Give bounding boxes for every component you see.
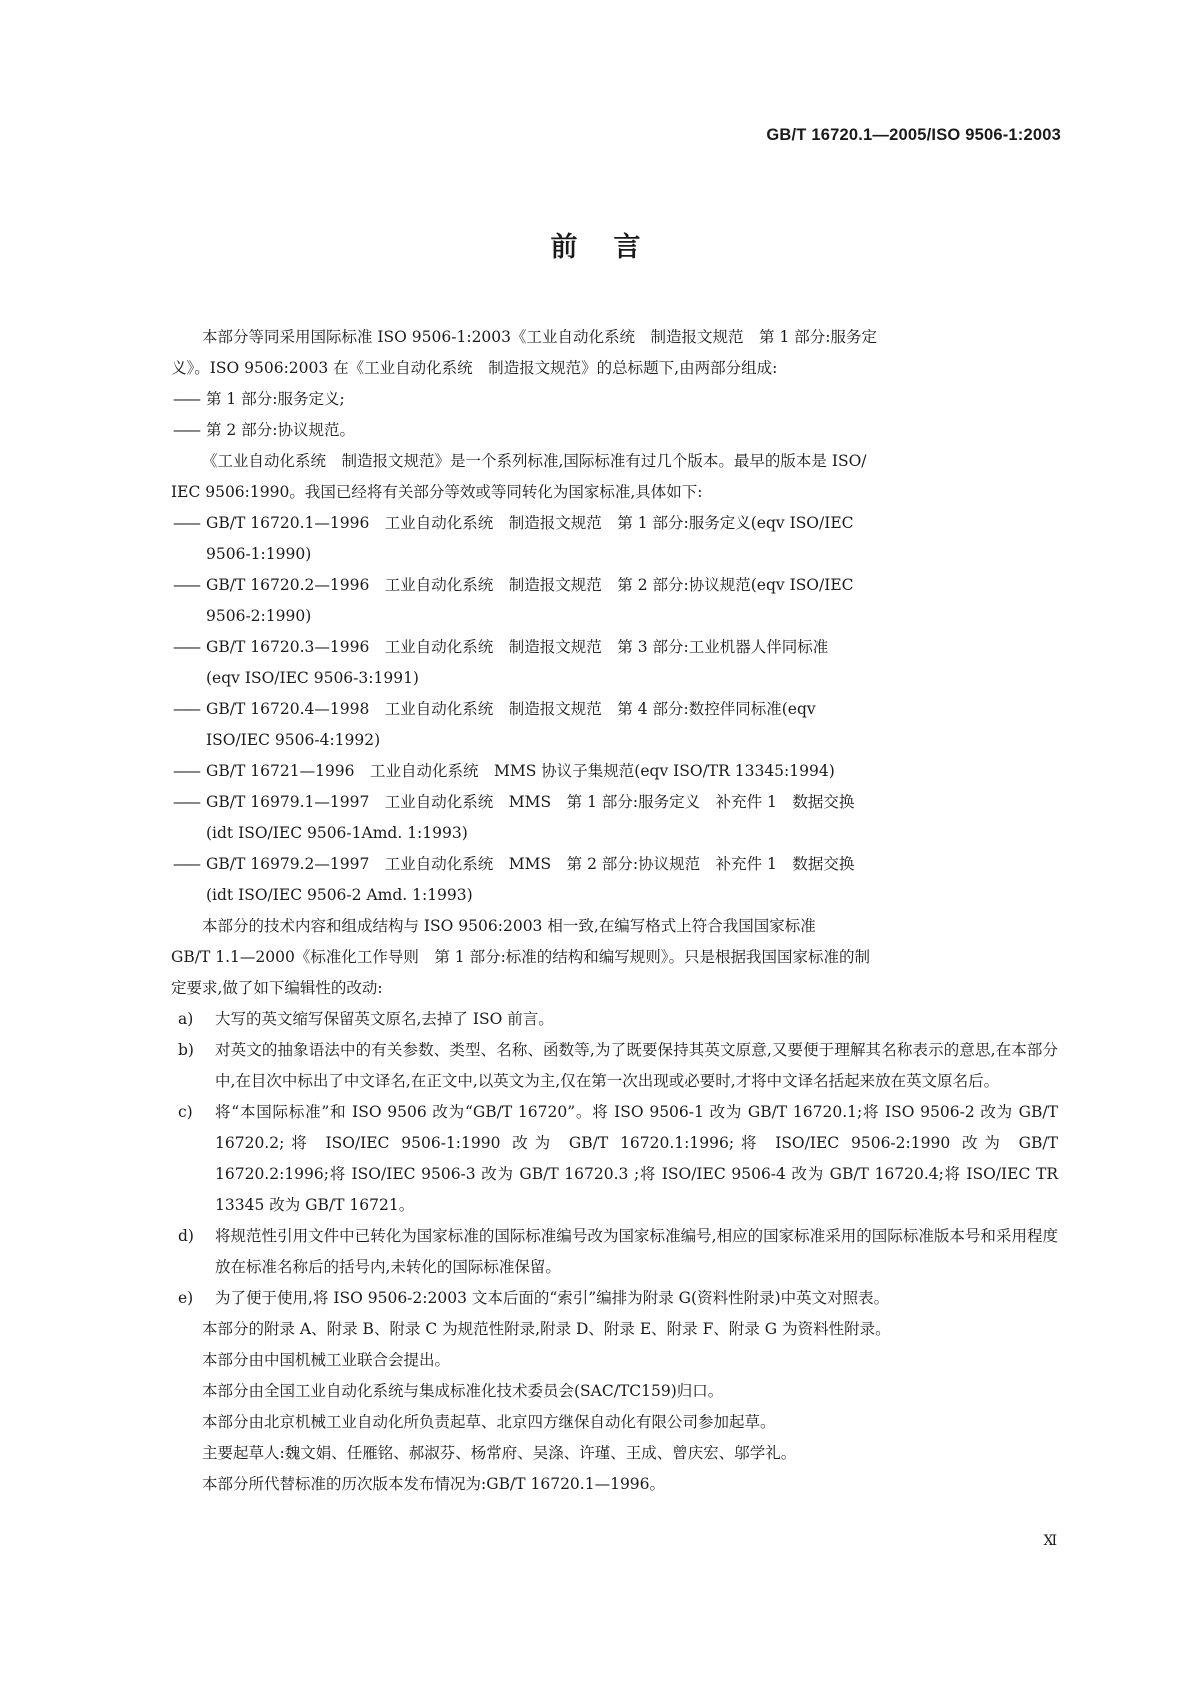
item-text: 为了便于使用,将 ISO 9506-2:2003 文本后面的“索引”编排为附录 G(资料性附录)中英文对照表。 [215, 1289, 890, 1307]
item-marker: a) [178, 1010, 194, 1028]
series-line-2: IEC 9506:1990。我国已经将有关部分等效或等同转化为国家标准,具体如下: [171, 483, 703, 501]
change-item-d [171, 1221, 1058, 1283]
item-text: 对英文的抽象语法中的有关参数、类型、名称、函数等,为了既要保持其英文原意,又要便于理解其名称表示的意思,在本部分中,在目次中标出了中文译名,在正文中,以英文为主,仅在第一次出现或必要时,才将中文译名括起来放在英文原名后。 [215, 1041, 1058, 1090]
national-standard-item [171, 570, 1058, 632]
standard-text: GB/T 16720.1—1996 工业自动化系统 制造报文规范 第 1 部分:服务定义(eqv ISO/IEC [206, 514, 854, 532]
preface-body [171, 322, 1058, 1500]
national-standard-item [171, 849, 1058, 911]
national-standard-item [171, 787, 1058, 849]
dash-marker: —— [173, 762, 198, 780]
standard-continuation: (idt ISO/IEC 9506-2 Amd. 1:1993) [206, 886, 473, 904]
national-standard-item [171, 632, 1058, 694]
standard-continuation: 9506-1:1990) [206, 545, 312, 563]
part-item [171, 415, 1058, 446]
consistency-line-3: 定要求,做了如下编辑性的改动: [171, 979, 383, 997]
item-marker: b) [178, 1041, 194, 1059]
page-title: 前言 [550, 232, 677, 263]
standard-text: GB/T 16720.3—1996 工业自动化系统 制造报文规范 第 3 部分:工业机器人伴同标准 [206, 638, 829, 656]
national-standard-item [171, 756, 1058, 787]
standard-code-header: GB/T 16720.1—2005/ISO 9506-1:2003 [766, 126, 1061, 144]
closing-paragraph: 本部分由全国工业自动化系统与集成标准化技术委员会(SAC/TC159)归口。 [202, 1382, 724, 1400]
consistency-line-2: GB/T 1.1—2000《标准化工作导则 第 1 部分:标准的结构和编写规则》。只是根据我国国家标准的制 [171, 948, 871, 966]
item-marker: d) [178, 1227, 194, 1245]
change-item-e [171, 1283, 1058, 1314]
national-standard-item [171, 694, 1058, 756]
standard-continuation: (eqv ISO/IEC 9506-3:1991) [206, 669, 419, 687]
dash-marker: —— [173, 576, 198, 594]
item-text: 将“本国际标准”和 ISO 9506 改为“GB/T 16720”。将 ISO 9506-1 改为 GB/T 16720.1;将 ISO 9506-2 改为 GB/T 16720.2;将 ISO/IEC 9506-1:1990 改为 GB/T 16720.1:1996;将 ISO/IEC 9506-2:1990 改为 GB/T 16720.2:1996;将 ISO/IEC 9506-3 改为 GB/T 16720.3 ;将 ISO/IEC 9506-4 改为 GB/T 16720.4;将 ISO/IEC TR 13345 改为 GB/T 16721。 [215, 1103, 1058, 1214]
series-paragraph [171, 446, 1058, 508]
part-text: 第 1 部分:服务定义; [206, 390, 345, 408]
intro-paragraph [171, 322, 1058, 384]
change-item-a [171, 1004, 1058, 1035]
intro-line-2: 义》。ISO 9506:2003 在《工业自动化系统 制造报文规范》的总标题下,由两部分组成: [171, 359, 778, 377]
standard-text: GB/T 16720.4—1998 工业自动化系统 制造报文规范 第 4 部分:数控伴同标准(eqv [206, 700, 816, 718]
item-marker: c) [178, 1103, 193, 1121]
item-text: 大写的英文缩写保留英文原名,去掉了 ISO 前言。 [215, 1010, 554, 1028]
change-item-b [171, 1035, 1058, 1097]
closing-paragraph: 本部分由北京机械工业自动化所负责起草、北京四方继保自动化有限公司参加起草。 [202, 1413, 776, 1431]
item-marker: e) [178, 1289, 194, 1307]
part-text: 第 2 部分:协议规范。 [206, 421, 355, 439]
closing-paragraph: 本部分由中国机械工业联合会提出。 [202, 1351, 451, 1369]
dash-marker: —— [173, 700, 198, 718]
series-line-1: 《工业自动化系统 制造报文规范》是一个系列标准,国际标准有过几个版本。最早的版本是 ISO/ [202, 452, 867, 470]
standard-text: GB/T 16979.1—1997 工业自动化系统 MMS 第 1 部分:服务定义 补充件 1 数据交换 [206, 793, 855, 811]
dash-marker: —— [173, 793, 198, 811]
standard-text: GB/T 16721—1996 工业自动化系统 MMS 协议子集规范(eqv ISO/TR 13345:1994) [206, 762, 835, 780]
dash-marker: —— [173, 855, 198, 873]
intro-line-1: 本部分等同采用国际标准 ISO 9506-1:2003《工业自动化系统 制造报文规范 第 1 部分:服务定 [202, 328, 877, 346]
closing-paragraph: 本部分的附录 A、附录 B、附录 C 为规范性附录,附录 D、附录 E、附录 F、附录 G 为资料性附录。 [202, 1320, 891, 1338]
standard-continuation: 9506-2:1990) [206, 607, 312, 625]
standard-continuation: (idt ISO/IEC 9506-1Amd. 1:1993) [206, 824, 468, 842]
standard-continuation: ISO/IEC 9506-4:1992) [206, 731, 381, 749]
dash-marker: —— [173, 514, 198, 532]
consistency-paragraph [171, 911, 1058, 1004]
item-text: 将规范性引用文件中已转化为国家标准的国际标准编号改为国家标准编号,相应的国家标准采用的国际标准版本号和采用程度放在标准名称后的括号内,未转化的国际标准保留。 [215, 1227, 1058, 1276]
consistency-line-1: 本部分的技术内容和组成结构与 ISO 9506:2003 相一致,在编写格式上符合我国国家标准 [202, 917, 816, 935]
standard-text: GB/T 16720.2—1996 工业自动化系统 制造报文规范 第 2 部分:协议规范(eqv ISO/IEC [206, 576, 854, 594]
standard-text: GB/T 16979.2—1997 工业自动化系统 MMS 第 2 部分:协议规范 补充件 1 数据交换 [206, 855, 855, 873]
change-item-c [171, 1097, 1058, 1221]
closing-paragraph: 本部分所代替标准的历次版本发布情况为:GB/T 16720.1—1996。 [202, 1475, 666, 1493]
national-standard-item [171, 508, 1058, 570]
dash-marker: —— [173, 390, 198, 408]
closing-paragraph: 主要起草人:魏文娟、任雁铭、郝淑芬、杨常府、吴涤、许瑾、王成、曾庆宏、邬学礼。 [202, 1444, 797, 1462]
dash-marker: —— [173, 638, 198, 656]
part-item [171, 384, 1058, 415]
page-number: Ⅺ [1043, 1533, 1057, 1549]
dash-marker: —— [173, 421, 198, 439]
